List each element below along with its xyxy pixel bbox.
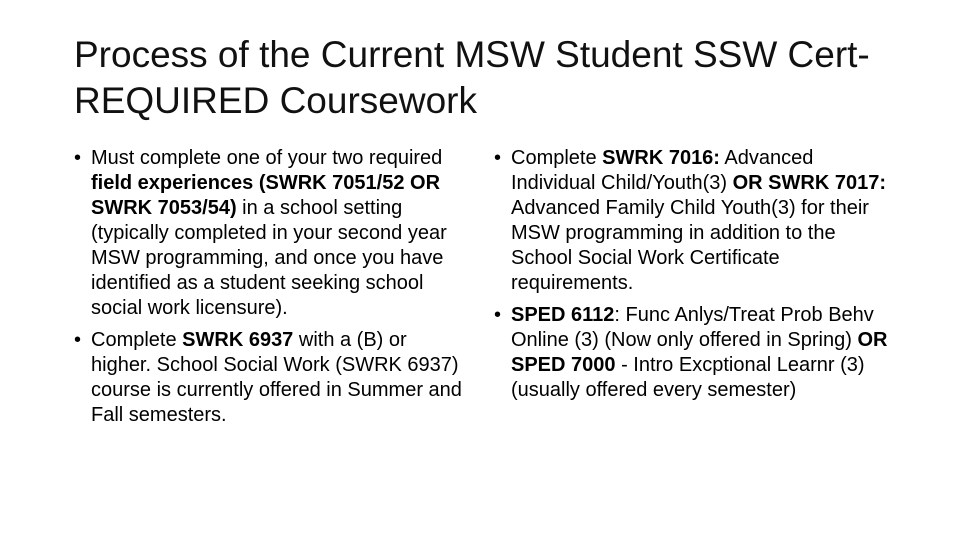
item-bold-text: OR SWRK 7017: <box>732 172 886 194</box>
item-bold-text: SWRK 7016: <box>602 147 720 169</box>
bullet-icon: • <box>494 147 502 169</box>
item-text: - Intro Excptional Learnr (3) (usually offered every semester) <box>511 354 865 401</box>
item-text: Advanced Individual Child/Youth(3) <box>511 147 814 194</box>
item-text: in a school setting (typically completed in your second year MSW programming, and once you have identified as a student seeking school social work licensure). <box>91 197 447 319</box>
list-item <box>494 303 894 403</box>
list-item <box>74 146 470 321</box>
item-text: Complete <box>91 329 183 351</box>
right-bullet-list <box>494 146 894 403</box>
left-bullet-list <box>74 146 470 428</box>
left-column <box>74 146 470 435</box>
bullet-icon: • <box>74 147 82 169</box>
item-bold-text: field experiences (SWRK 7051/52 OR SWRK 7053/54) <box>91 172 441 219</box>
item-text: with a (B) or higher. School Social Work (SWRK 6937) course is currently offered in Summer and Fall semesters. <box>91 329 462 426</box>
list-item <box>74 328 470 428</box>
bullet-icon: • <box>74 329 82 351</box>
item-text: Advanced Family Child Youth(3) for their MSW programming in addition to the School Social Work Certificate requirements. <box>511 197 869 294</box>
item-bold-text: SPED 6112 <box>511 304 615 326</box>
item-bold-text: OR SPED 7000 <box>511 329 888 376</box>
right-column <box>494 146 894 410</box>
bullet-icon: • <box>494 304 502 326</box>
slide-title: Process of the Current MSW Student SSW Cert- REQUIRED Coursework <box>74 34 870 121</box>
item-bold-text: SWRK 6937 <box>182 329 294 351</box>
item-text: : Func Anlys/Treat Prob Behv Online (3) (Now only offered in Spring) <box>511 304 874 351</box>
item-text: Complete <box>511 147 603 169</box>
list-item <box>494 146 894 296</box>
item-text: Must complete one of your two required <box>91 147 443 169</box>
